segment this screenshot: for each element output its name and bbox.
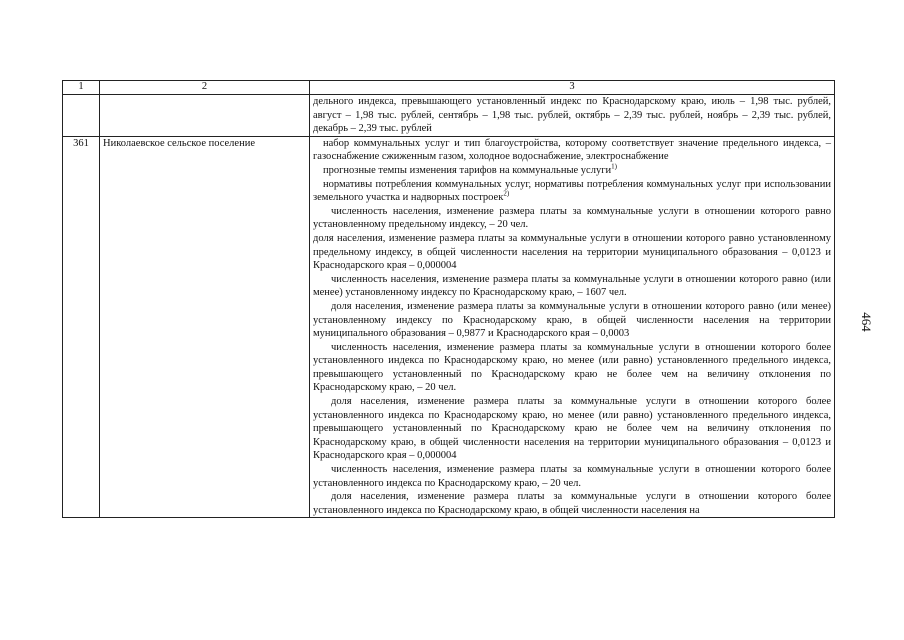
continuation-row — [63, 95, 835, 137]
paragraph: доля населения, изменение размера платы за коммунальные услуги в отношении которого более установленного индекса по Краснодарскому краю, но менее (или равно) установленного предельного индекса, превышающего установленный по Краснодарскому краю не более чем на величину отклонения по Краснодарскому краю, в общей численности населения на территории муниципального образования – 0,0123 и Краснодарского края – 0,000004 — [313, 396, 831, 462]
paragraph: нормативы потребления коммунальных услуг, нормативы потребления коммунальных услуг при использовании земельного участка и надворных построек$^{2)}$ — [313, 178, 831, 204]
continuation-text: дельного индекса, превышающего установленный индекс по Краснодарскому краю, июль – 1,98 тыс. рублей, август – 1,98 тыс. рублей, сентябрь – 1,98 тыс. рублей, октябрь – 2,39 тыс. рублей, ноябрь – 2,39 тыс. рублей, декабрь – 2,39 тыс. рублей — [310, 95, 835, 137]
entry-name: Николаевское сельское поселение — [100, 136, 310, 518]
header-row — [63, 81, 835, 95]
footnote-ref: 1) — [611, 162, 617, 171]
entry-description — [310, 136, 835, 518]
entry-row — [63, 136, 835, 518]
page-number: 464 — [858, 312, 874, 332]
entry-number: 361 — [63, 136, 100, 518]
paragraph: численность населения, изменение размера платы за коммунальные услуги в отношении которого более установленного индекса по Краснодарскому краю, – 20 чел. — [313, 464, 831, 489]
paragraph: численность населения, изменение размера платы за коммунальные услуги в отношении которого более установленного индекса по Краснодарскому краю, но менее (или равно) установленного предельного индекса, превышающего установленный по Краснодарскому краю не более чем на величину отклонения по Краснодарскому краю, – 20 чел. — [313, 341, 831, 394]
paragraph: набор коммунальных услуг и тип благоустройства, которому соответствует значение предельного индекса, – газоснабжение сжиженным газом, холодное водоснабжение, электроснабжение — [313, 137, 831, 163]
header-col-1: 1 — [63, 81, 100, 95]
paragraph: численность населения, изменение размера платы за коммунальные услуги в отношении которого равно (или менее) установленному индексу по Краснодарскому краю, – 1607 чел. — [313, 273, 831, 299]
paragraph: численность населения, изменение размера платы за коммунальные услуги в отношении которого равно установленному предельному индексу, – 20 чел. — [313, 205, 831, 231]
paragraph: доля населения, изменение размера платы за коммунальные услуги в отношении которого равно установленному предельному индексу, в общей численности населения на территории муниципального образования – 0,0123 и Краснодарского края – 0,000004 — [313, 232, 831, 272]
paragraph: прогнозные темпы изменения тарифов на коммунальные услуги$^{1)}$ — [323, 162, 617, 176]
header-col-3: 3 — [310, 81, 835, 95]
document-table — [62, 80, 835, 518]
paragraph: доля населения, изменение размера платы за коммунальные услуги в отношении которого более установленного индекса по Краснодарскому краю, в общей численности населения на — [313, 491, 831, 516]
continuation-name-cell — [100, 95, 310, 137]
footnote-ref: 2) — [503, 189, 510, 198]
header-col-2: 2 — [100, 81, 310, 95]
paragraph: доля населения, изменение размера платы за коммунальные услуги в отношении которого равно (или менее) установленному индексу по Краснодарскому краю, в общей численности населения на территории муниципального образования – 0,9877 и Краснодарского края – 0,0003 — [313, 300, 831, 340]
continuation-number-cell — [63, 95, 100, 137]
